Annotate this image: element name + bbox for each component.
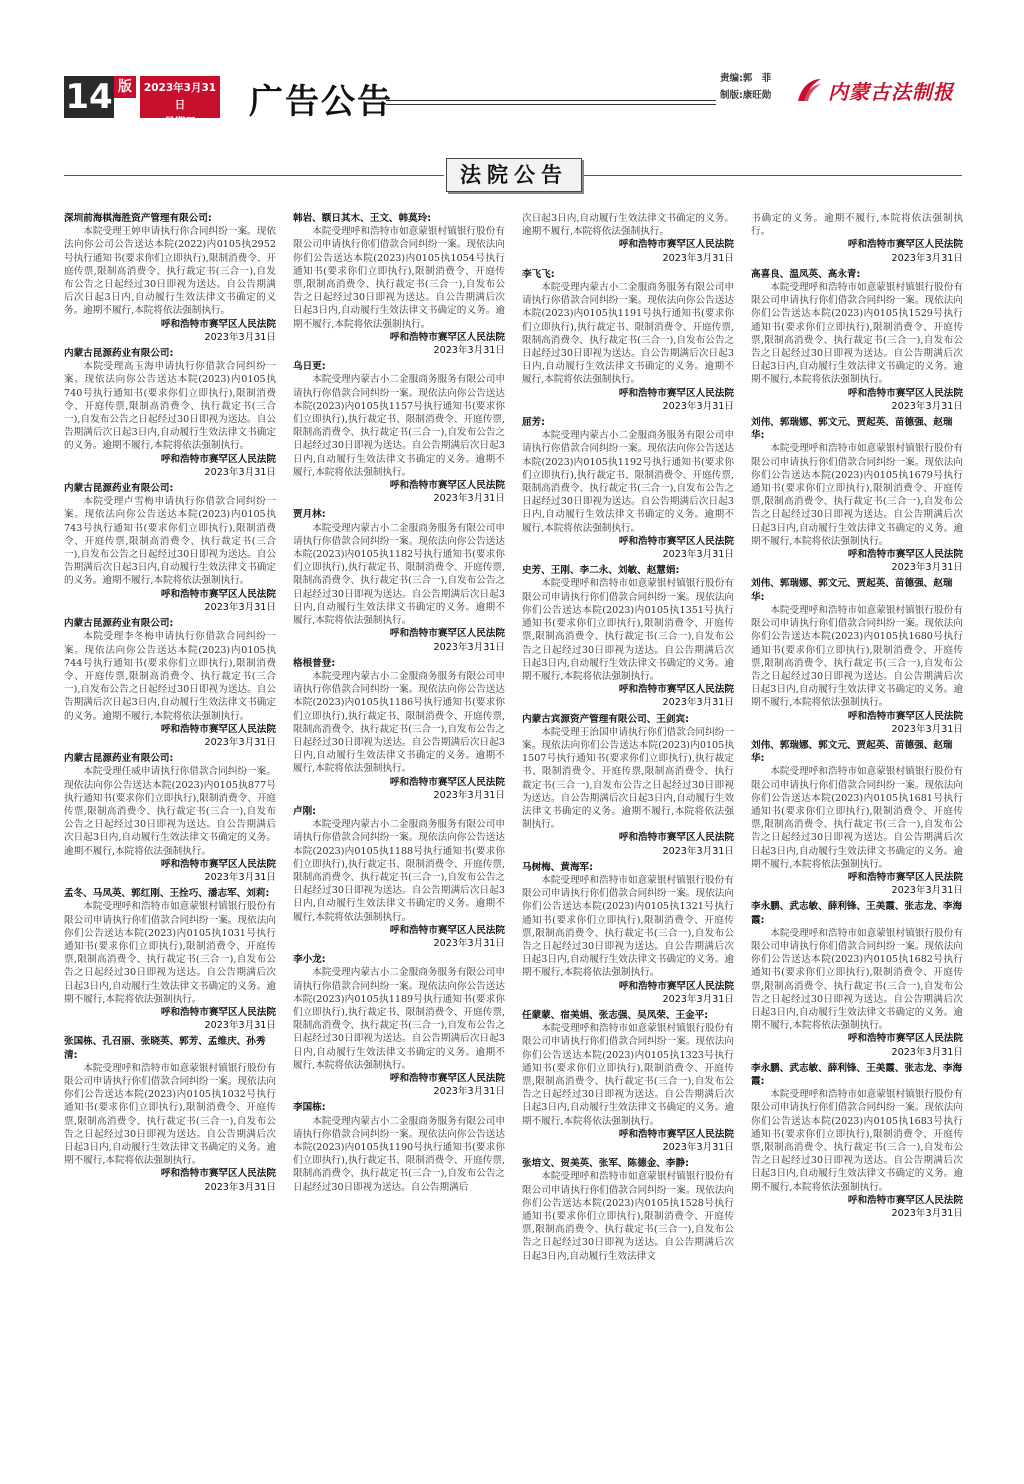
notice-body: 本院受理内蒙古小二金服商务服务有限公司申请执行你借款合同纠纷一案。现依法向你公告送达本院(2023)内0105执1186号执行通知书(要求你们立即执行),执行裁定书、限制消费令、开庭传票,限制高消费令、执行裁定书(三合一),自发布公告之日起经过30日即视为送达。自公告期满后次日起3日内,自动履行生效法律文书确定的义务。逾期不履行,本院将依法强制执行。: [293, 670, 505, 775]
notice-court: 呼和浩特市赛罕区人民法院: [618, 684, 734, 696]
notice-addressee: 刘伟、郭瑞娜、郭文元、贾起英、苗德强、赵瑞华:: [751, 417, 953, 442]
court-notice: [293, 360, 505, 505]
notice-body: 本院受理呼和浩特市如意蒙银村镇银行股份有限公司申请执行你们借款合同纠纷一案。现依法向你们公告送达本院(2023)内0105执1054号执行通知书(要求你们立即执行),限制消费令、开庭传票,限制高消费令、执行裁定书(三合一),自发布公告之日起经过30日即视为送达。自公告期满后次日起3日内,自动履行生效法律文书确定的义务。逾期不履行,本院将依法强制执行。: [293, 226, 505, 330]
notice-date: 2023年3月31日: [204, 601, 276, 613]
notice-date: 2023年3月31日: [662, 549, 734, 561]
notice-body: 本院受理卢雪梅申请执行你借款合同纠纷一案。现依法向你公告送达本院(2023)内0105执743号执行通知书(要求你们立即执行),限制消费令、开庭传票,限制高消费令、执行裁定书(三合一),自发布公告之日起经过30日即视为送达。自公告期满后次日起3日内,自动履行生效法律文书确定的义务。逾期不履行,本院将依法强制执行。: [64, 496, 276, 587]
notice-addressee: 张培文、贺美英、张军、陈德金、李静:: [522, 1158, 689, 1170]
notice-court: 呼和浩特市赛罕区人民法院: [618, 1128, 734, 1140]
court-notice: [293, 1101, 505, 1193]
notice-addressee: 卢刚:: [293, 805, 317, 817]
notice-body: 本院受理呼和浩特市如意蒙银村镇银行股份有限公司申请执行你们借款合同纠纷一案。现依法向你们公告送达本院(2023)内0105执1529号执行通知书(要求你们立即执行),限制消费令、开庭传票,限制高消费令、执行裁定书(三合一),自发布公告之日起经过30日即视为送达。自公告期满后次日起3日内,自动履行生效法律文书确定的义务。逾期不履行,本院将依法强制执行。: [751, 282, 963, 386]
notice-date: 2023年3月31日: [433, 641, 505, 653]
notice-date: 2023年3月31日: [662, 252, 734, 264]
notice-addressee: 内蒙古宾源资产管理有限公司、王剑宾:: [522, 713, 689, 725]
newspaper-name: 内蒙古法制报: [828, 79, 954, 104]
notice-body: 本院受理王婷申请执行你合同纠纷一案。现依法向你公司公告送达本院(2022)内0105执2952号执行通知书(要求你们立即执行),限制消费令、开庭传票,限制高消费令、执行裁定书(三合一),自发布公告之日起经过30日即视为送达。自公告期满后次日起3日内,自动履行生效法律文书确定的义务。逾期不履行,本院将依法强制执行。: [64, 226, 276, 317]
notice-body: 书确定的义务。逾期不履行,本院将依法强制执行。: [751, 213, 963, 238]
court-notice: [293, 953, 505, 1098]
court-notice: [522, 713, 734, 858]
column-2: [293, 212, 505, 1422]
notice-court: 呼和浩特市赛罕区人民法院: [847, 871, 963, 883]
court-notice: [522, 564, 734, 709]
column-4: [751, 212, 963, 1422]
notice-court: 呼和浩特市赛罕区人民法院: [160, 453, 276, 465]
notice-date: 2023年3月31日: [204, 466, 276, 478]
notice-addressee: 史芳、王刚、李二永、刘敏、赵慧娟:: [522, 565, 680, 577]
notice-body: 本院受理呼和浩特市如意蒙银村镇银行股份有限公司申请执行你们借款合同纠纷一案。现依法向你们公告送达本院(2023)内0105执1351号执行通知书(要求你们立即执行),限制消费令、开庭传票,限制高消费令、执行裁定书(三合一),自发布公告之日起经过30日即视为送达。自公告期满后次日起3日内,自动履行生效法律文书确定的义务。逾期不履行,本院将依法强制执行。: [522, 578, 734, 682]
notice-addressee: 李永鹏、武志敏、薛利锋、王美霞、张志龙、李海霞:: [751, 901, 963, 926]
notice-court: 呼和浩特市赛罕区人民法院: [847, 710, 963, 722]
notice-court: 呼和浩特市赛罕区人民法院: [160, 1006, 276, 1018]
court-notice: [522, 1009, 734, 1154]
column-1: [64, 212, 276, 1422]
notice-body: 本院受理呼和浩特市如意蒙银村镇银行股份有限公司申请执行你们借款合同纠纷一案。现依法向你们公告送达本院(2023)内0105执1680号执行通知书(要求你们立即执行),限制消费令、开庭传票,限制高消费令、执行裁定书(三合一),自发布公告之日起经过30日即视为送达。自公告期满后次日起3日内,自动履行生效法律文书确定的义务。逾期不履行,本院将依法强制执行。: [751, 604, 963, 709]
notice-addressee: 刘伟、郭瑞娜、郭文元、贾起英、苗德强、赵瑞华:: [751, 739, 953, 765]
notice-body: 本院受理内蒙古小二金服商务服务有限公司申请执行你借款合同纠纷一案。现依法向你公告送达本院(2023)内0105执1188号执行通知书(要求你们立即执行),执行裁定书、限制消费令、开庭传票,限制高消费令、执行裁定书(三合一),自发布公告之日起经过30日即视为送达。自公告期满后次日起3日内,自动履行生效法律文书确定的义务。逾期不履行,本院将依法强制执行。: [293, 819, 505, 923]
notice-court: 呼和浩特市赛罕区人民法院: [618, 239, 734, 251]
section-title: 广告公告: [249, 82, 393, 122]
notice-addressee: 贾月林:: [293, 509, 326, 521]
court-notice: [522, 861, 734, 1006]
notice-body: 本院受理李冬梅申请执行你借款合同纠纷一案。现依法向你公告送达本院(2023)内0105执744号执行通知书(要求你们立即执行),限制消费令、开庭传票,限制高消费令、执行裁定书(三合一),自发布公告之日起经过30日即视为送达。自公告期满后次日起3日内,自动履行生效法律文书确定的义务。逾期不履行,本院将依法强制执行。: [64, 631, 276, 722]
notice-court: 呼和浩特市赛罕区人民法院: [160, 858, 276, 870]
notice-date: 2023年3月31日: [204, 1020, 276, 1032]
notice-body: 次日起3日内,自动履行生效法律文书确定的义务。逾期不履行,本院将依法强制执行。: [522, 213, 734, 238]
court-notice: [64, 752, 276, 884]
court-notice: [522, 212, 734, 265]
notice-date: 2023年3月31日: [433, 493, 505, 505]
notice-addressee: 刘伟、郭瑞娜、郭文元、贾起英、苗德强、赵瑞华:: [751, 578, 953, 603]
notice-date: 2023年3月31日: [891, 1046, 963, 1058]
notice-court: 呼和浩特市赛罕区人民法院: [618, 387, 734, 399]
notice-addressee: 内蒙古昆源药业有限公司:: [64, 618, 174, 630]
notice-body: 本院受理内蒙古小二金服商务服务有限公司申请执行你借款合同纠纷一案。现依法向你公告送达本院(2023)内0105执1191号执行通知书(要求你们立即执行),执行裁定书、限制消费令、开庭传票,限制高消费令、执行裁定书(三合一),自发布公告之日起经过30日即视为送达。自公告期满后次日起3日内,自动履行生效法律文书确定的义务。逾期不履行,本院将依法强制执行。: [522, 282, 734, 386]
notice-body: 本院受理任威申请执行你借款合同纠纷一案。现依法向你公告送达本院(2023)内0105执877号执行通知书(要求你们立即执行),限制消费令、开庭传票,限制高消费令、执行裁定书(三合一),自发布公告之日起经过30日即视为送达。自公告期满后次日起3日内,自动履行生效法律文书确定的义务。逾期不履行,本院将依法强制执行。: [64, 766, 276, 857]
banner-rule-left: [64, 175, 444, 176]
court-notice: [751, 900, 963, 1058]
notice-court: 呼和浩特市赛罕区人民法院: [847, 549, 963, 561]
notice-addressee: 格根普登:: [293, 657, 336, 669]
notice-court: 呼和浩特市赛罕区人民法院: [847, 387, 963, 399]
notice-court: 呼和浩特市赛罕区人民法院: [160, 723, 276, 735]
notice-date: 2023年3月31日: [433, 345, 505, 357]
newspaper-logo: [794, 72, 954, 108]
notice-court: 呼和浩特市赛罕区人民法院: [160, 1168, 276, 1180]
issue-weekday: 星期五: [164, 116, 196, 128]
notice-date: 2023年3月31日: [433, 937, 505, 949]
title-rule: [386, 104, 716, 105]
court-notice: [293, 657, 505, 802]
notice-court: 呼和浩特市赛罕区人民法院: [389, 628, 505, 640]
court-notice: [522, 268, 734, 413]
title-rule: [386, 100, 716, 101]
court-notice: [293, 508, 505, 653]
newspaper-emblem-icon: [794, 75, 824, 105]
notice-court: 呼和浩特市赛罕区人民法院: [389, 924, 505, 936]
issue-date-box: [140, 76, 220, 128]
masthead: [64, 66, 964, 128]
issue-date: 2023年3月31日: [143, 82, 217, 111]
notice-date: 2023年3月31日: [891, 562, 963, 574]
court-notice: [751, 1062, 963, 1220]
notice-date: 2023年3月31日: [433, 789, 505, 801]
notice-date: 2023年3月31日: [662, 993, 734, 1005]
notice-body: 本院受理王治国申请执行你们借款合同纠纷一案。现依法向你们公告送达本院(2023)内0105执1507号执行通知书(要求你们立即执行),执行裁定书、限制消费令、开庭传票,限制高消费令、执行裁定书(三合一),自发布公告之日起经过30日即视为送达。自公告期满后次日起3日内,自动履行生效法律文书确定的义务。逾期不履行,本院将依法强制执行。: [522, 726, 734, 831]
notice-date: 2023年3月31日: [891, 723, 963, 735]
notice-addressee: 任蒙蒙、宿美娟、张志强、吴凤荣、王金平:: [522, 1009, 709, 1021]
column-3: [522, 212, 734, 1422]
page-suffix: 版: [114, 76, 136, 98]
notice-addressee: 李国栋:: [293, 1102, 326, 1114]
notice-body: 本院受理内蒙古小二金服商务服务有限公司申请执行你借款合同纠纷一案。现依法向你公告送达本院(2023)内0105执1157号执行通知书(要求你们立即执行),执行裁定书、限制消费令、开庭传票,限制高消费令、执行裁定书(三合一),自发布公告之日起经过30日即视为送达。自公告期满后次日起3日内,自动履行生效法律文书确定的义务。逾期不履行,本院将依法强制执行。: [293, 374, 505, 478]
notice-date: 2023年3月31日: [891, 885, 963, 897]
notice-body: 本院受理呼和浩特市如意蒙银村镇银行股份有限公司申请执行你们借款合同纠纷一案。现依法向你们公告送达本院(2023)内0105执1681号执行通知书(要求你们立即执行),限制消费令、开庭传票,限制高消费令、执行裁定书(三合一),自发布公告之日起经过30日即视为送达。自公告期满后次日起3日内,自动履行生效法律文书确定的义务。逾期不履行,本院将依法强制执行。: [751, 766, 963, 870]
notice-addressee: 张国栋、孔召丽、张晓英、郭芳、孟维庆、孙秀清:: [64, 1036, 266, 1061]
notice-date: 2023年3月31日: [891, 1208, 963, 1220]
notice-court: 呼和浩特市赛罕区人民法院: [847, 1194, 963, 1206]
notice-body: 本院受理呼和浩特市如意蒙银村镇银行股份有限公司申请执行你们借款合同纠纷一案。现依法向你们公告送达本院(2023)内0105执1031号执行通知书(要求你们立即执行),限制消费令、开庭传票,限制高消费令、执行裁定书(三合一),自发布公告之日起经过30日即视为送达。自公告期满后次日起3日内,自动履行生效法律文书确定的义务。逾期不履行,本院将依法强制执行。: [64, 901, 276, 1005]
editor-credits: [720, 70, 771, 104]
notice-addressee: 李飞飞:: [522, 268, 555, 280]
court-notice: [293, 805, 505, 950]
notice-addressee: 孟冬、马凤英、郭红刚、王拴巧、潘志军、刘莉:: [64, 888, 270, 900]
court-notice: [751, 268, 963, 413]
notice-body: 本院受理内蒙古小二金服商务服务有限公司申请执行你借款合同纠纷一案。现依法向你公告送达本院(2023)内0105执1190号执行通知书(要求你们立即执行),执行裁定书、限制消费令、开庭传票,限制高消费令、执行裁定书(三合一),自发布公告之日起经过30日即视为送达。自公告期满后: [293, 1115, 505, 1193]
notice-date: 2023年3月31日: [891, 252, 963, 264]
banner-rule-right: [584, 175, 962, 176]
notice-columns: [64, 212, 962, 1422]
notice-date: 2023年3月31日: [662, 845, 734, 857]
court-notice: [751, 212, 963, 265]
court-notice: [64, 887, 276, 1032]
notice-body: 本院受理呼和浩特市如意蒙银村镇银行股份有限公司申请执行你们借款合同纠纷一案。现依法向你们公告送达本院(2023)内0105执1683号执行通知书(要求你们立即执行),限制消费令、开庭传票,限制高消费令、执行裁定书(三合一),自发布公告之日起经过30日即视为送达。自公告期满后次日起3日内,自动履行生效法律文书确定的义务。逾期不履行,本院将依法强制执行。: [751, 1089, 963, 1193]
notice-date: 2023年3月31日: [204, 736, 276, 748]
notice-addressee: 韩岩、额日其木、王文、韩莫玲:: [293, 213, 432, 224]
court-notice: [293, 212, 505, 357]
court-notice: [64, 1035, 276, 1193]
section-banner: 法院公告: [446, 158, 582, 192]
notice-court: 呼和浩特市赛罕区人民法院: [618, 832, 734, 844]
notice-court: 呼和浩特市赛罕区人民法院: [160, 588, 276, 600]
notice-court: 呼和浩特市赛罕区人民法院: [389, 1073, 505, 1084]
notice-addressee: 马树梅、黄海军:: [522, 861, 593, 873]
notice-court: 呼和浩特市赛罕区人民法院: [847, 1033, 963, 1045]
notice-date: 2023年3月31日: [204, 871, 276, 883]
notice-date: 2023年3月31日: [891, 400, 963, 412]
page-number: 14: [65, 77, 113, 117]
notice-date: 2023年3月31日: [204, 1181, 276, 1193]
notice-body: 本院受理内蒙古小二金服商务服务有限公司申请执行你借款合同纠纷一案。现依法向你公告送达本院(2023)内0105执1189号执行通知书(要求你们立即执行),执行裁定书、限制消费令、开庭传票,限制高消费令、执行裁定书(三合一),自发布公告之日起经过30日即视为送达。自公告期满后次日起3日内,自动履行生效法律文书确定的义务。逾期不履行,本院将依法强制执行。: [293, 967, 505, 1071]
court-notice: [751, 416, 963, 574]
producer: 制版:康旺勋: [720, 90, 772, 101]
notice-court: 呼和浩特市赛罕区人民法院: [847, 239, 963, 251]
notice-body: 本院受理呼和浩特市如意蒙银村镇银行股份有限公司申请执行你们借款合同纠纷一案。现依法向你们公告送达本院(2023)内0105执1321号执行通知书(要求你们立即执行),限制消费令、开庭传票,限制高消费令、执行裁定书(三合一),自发布公告之日起经过30日即视为送达。自公告期满后次日起3日内,自动履行生效法律文书确定的义务。逾期不履行,本院将依法强制执行。: [522, 874, 734, 979]
notice-court: 呼和浩特市赛罕区人民法院: [160, 318, 276, 330]
court-notice: [751, 577, 963, 735]
notice-court: 呼和浩特市赛罕区人民法院: [618, 535, 734, 547]
notice-addressee: 深圳前海棋海胜资产管理有限公司:: [64, 213, 212, 224]
notice-body: 本院受理呼和浩特市如意蒙银村镇银行股份有限公司申请执行你们借款合同纠纷一案。现依法向你们公告送达本院(2023)内0105执1682号执行通知书(要求你们立即执行),限制消费令、开庭传票,限制高消费令、执行裁定书(三合一),自发布公告之日起经过30日即视为送达。自公告期满后次日起3日内,自动履行生效法律文书确定的义务。逾期不履行,本院将依法强制执行。: [751, 927, 963, 1032]
notice-body: 本院受理高玉海申请执行你借款合同纠纷一案。现依法向你公告送达本院(2023)内0105执740号执行通知书(要求你们立即执行),限制消费令、开庭传票,限制高消费令、执行裁定书(三合一),自发布公告之日起经过30日即视为送达。自公告期满后次日起3日内,自动履行生效法律文书确定的义务。逾期不履行,本院将依法强制执行。: [64, 361, 276, 452]
editor: 责编:郭 菲: [720, 73, 772, 84]
court-notice: [64, 482, 276, 614]
notice-body: 本院受理呼和浩特市如意蒙银村镇银行股份有限公司申请执行你们借款合同纠纷一案。现依法向你们公告送达本院(2023)内0105执1679号执行通知书(要求你们立即执行),限制消费令、开庭传票,限制高消费令、执行裁定书(三合一),自发布公告之日起经过30日即视为送达。自公告期满后次日起3日内,自动履行生效法律文书确定的义务。逾期不履行,本院将依法强制执行。: [751, 443, 963, 547]
notice-date: 2023年3月31日: [662, 400, 734, 412]
notice-body: 本院受理内蒙古小二金服商务服务有限公司申请执行你借款合同纠纷一案。现依法向你公告送达本院(2023)内0105执1182号执行通知书(要求你们立即执行),执行裁定书、限制消费令、开庭传票,限制高消费令、执行裁定书(三合一),自发布公告之日起经过30日即视为送达。自公告期满后次日起3日内,自动履行生效法律文书确定的义务。逾期不履行,本院将依法强制执行。: [293, 522, 505, 627]
court-notice: [751, 739, 963, 897]
notice-body: 本院受理呼和浩特市如意蒙银村镇银行股份有限公司申请执行你们借款合同纠纷一案。现依法向你们公告送达本院(2023)内0105执1323号执行通知书(要求你们立即执行),限制消费令、开庭传票,限制高消费令、执行裁定书(三合一),自发布公告之日起经过30日即视为送达。自公告期满后次日起3日内,自动履行生效法律文书确定的义务。逾期不履行,本院将依法强制执行。: [522, 1023, 734, 1127]
notice-addressee: 高喜良、温凤英、高永青:: [751, 268, 861, 280]
court-notice: [64, 617, 276, 749]
notice-addressee: 屈芳:: [522, 417, 546, 429]
court-notice: [522, 416, 734, 561]
notice-body: 本院受理呼和浩特市如意蒙银村镇银行股份有限公司申请执行你们借款合同纠纷一案。现依法向你们公告送达本院(2023)内0105执1528号执行通知书(要求你们立即执行),限制消费令、开庭传票,限制高消费令、执行裁定书(三合一),自发布公告之日起经过30日即视为送达。自公告期满后次日起3日内,自动履行生效法律文: [522, 1171, 734, 1262]
notice-date: 2023年3月31日: [662, 1142, 734, 1154]
notice-date: 2023年3月31日: [662, 697, 734, 709]
court-notice: [64, 212, 276, 344]
notice-body: 本院受理呼和浩特市如意蒙银村镇银行股份有限公司申请执行你们借款合同纠纷一案。现依法向你们公告送达本院(2023)内0105执1032号执行通知书(要求你们立即执行),限制消费令、开庭传票,限制高消费令、执行裁定书(三合一),自发布公告之日起经过30日即视为送达。自公告期满后次日起3日内,自动履行生效法律文书确定的义务。逾期不履行,本院将依法强制执行。: [64, 1062, 276, 1167]
notice-court: 呼和浩特市赛罕区人民法院: [618, 980, 734, 992]
notice-addressee: 乌日更:: [293, 361, 326, 373]
notice-date: 2023年3月31日: [433, 1086, 505, 1098]
notice-body: 本院受理内蒙古小二金服商务服务有限公司申请执行你借款合同纠纷一案。现依法向你公告送达本院(2023)内0105执1192号执行通知书(要求你们立即执行),执行裁定书、限制消费令、开庭传票,限制高消费令、执行裁定书(三合一),自发布公告之日起经过30日即视为送达。自公告期满后次日起3日内,自动履行生效法律文书确定的义务。逾期不履行,本院将依法强制执行。: [522, 430, 734, 534]
notice-addressee: 李永鹏、武志敏、薛利锋、王美霞、张志龙、李海霞:: [751, 1062, 963, 1087]
notice-addressee: 内蒙古昆源药业有限公司:: [64, 348, 174, 360]
notice-addressee: 内蒙古昆源药业有限公司:: [64, 753, 174, 765]
notice-court: 呼和浩特市赛罕区人民法院: [389, 331, 505, 343]
notice-court: 呼和浩特市赛罕区人民法院: [389, 776, 505, 788]
notice-date: 2023年3月31日: [204, 331, 276, 343]
notice-addressee: 内蒙古昆源药业有限公司:: [64, 483, 174, 495]
court-notice: [522, 1157, 734, 1263]
notice-addressee: 李小龙:: [293, 954, 326, 966]
notice-court: 呼和浩特市赛罕区人民法院: [389, 480, 505, 492]
court-notice: [64, 347, 276, 479]
